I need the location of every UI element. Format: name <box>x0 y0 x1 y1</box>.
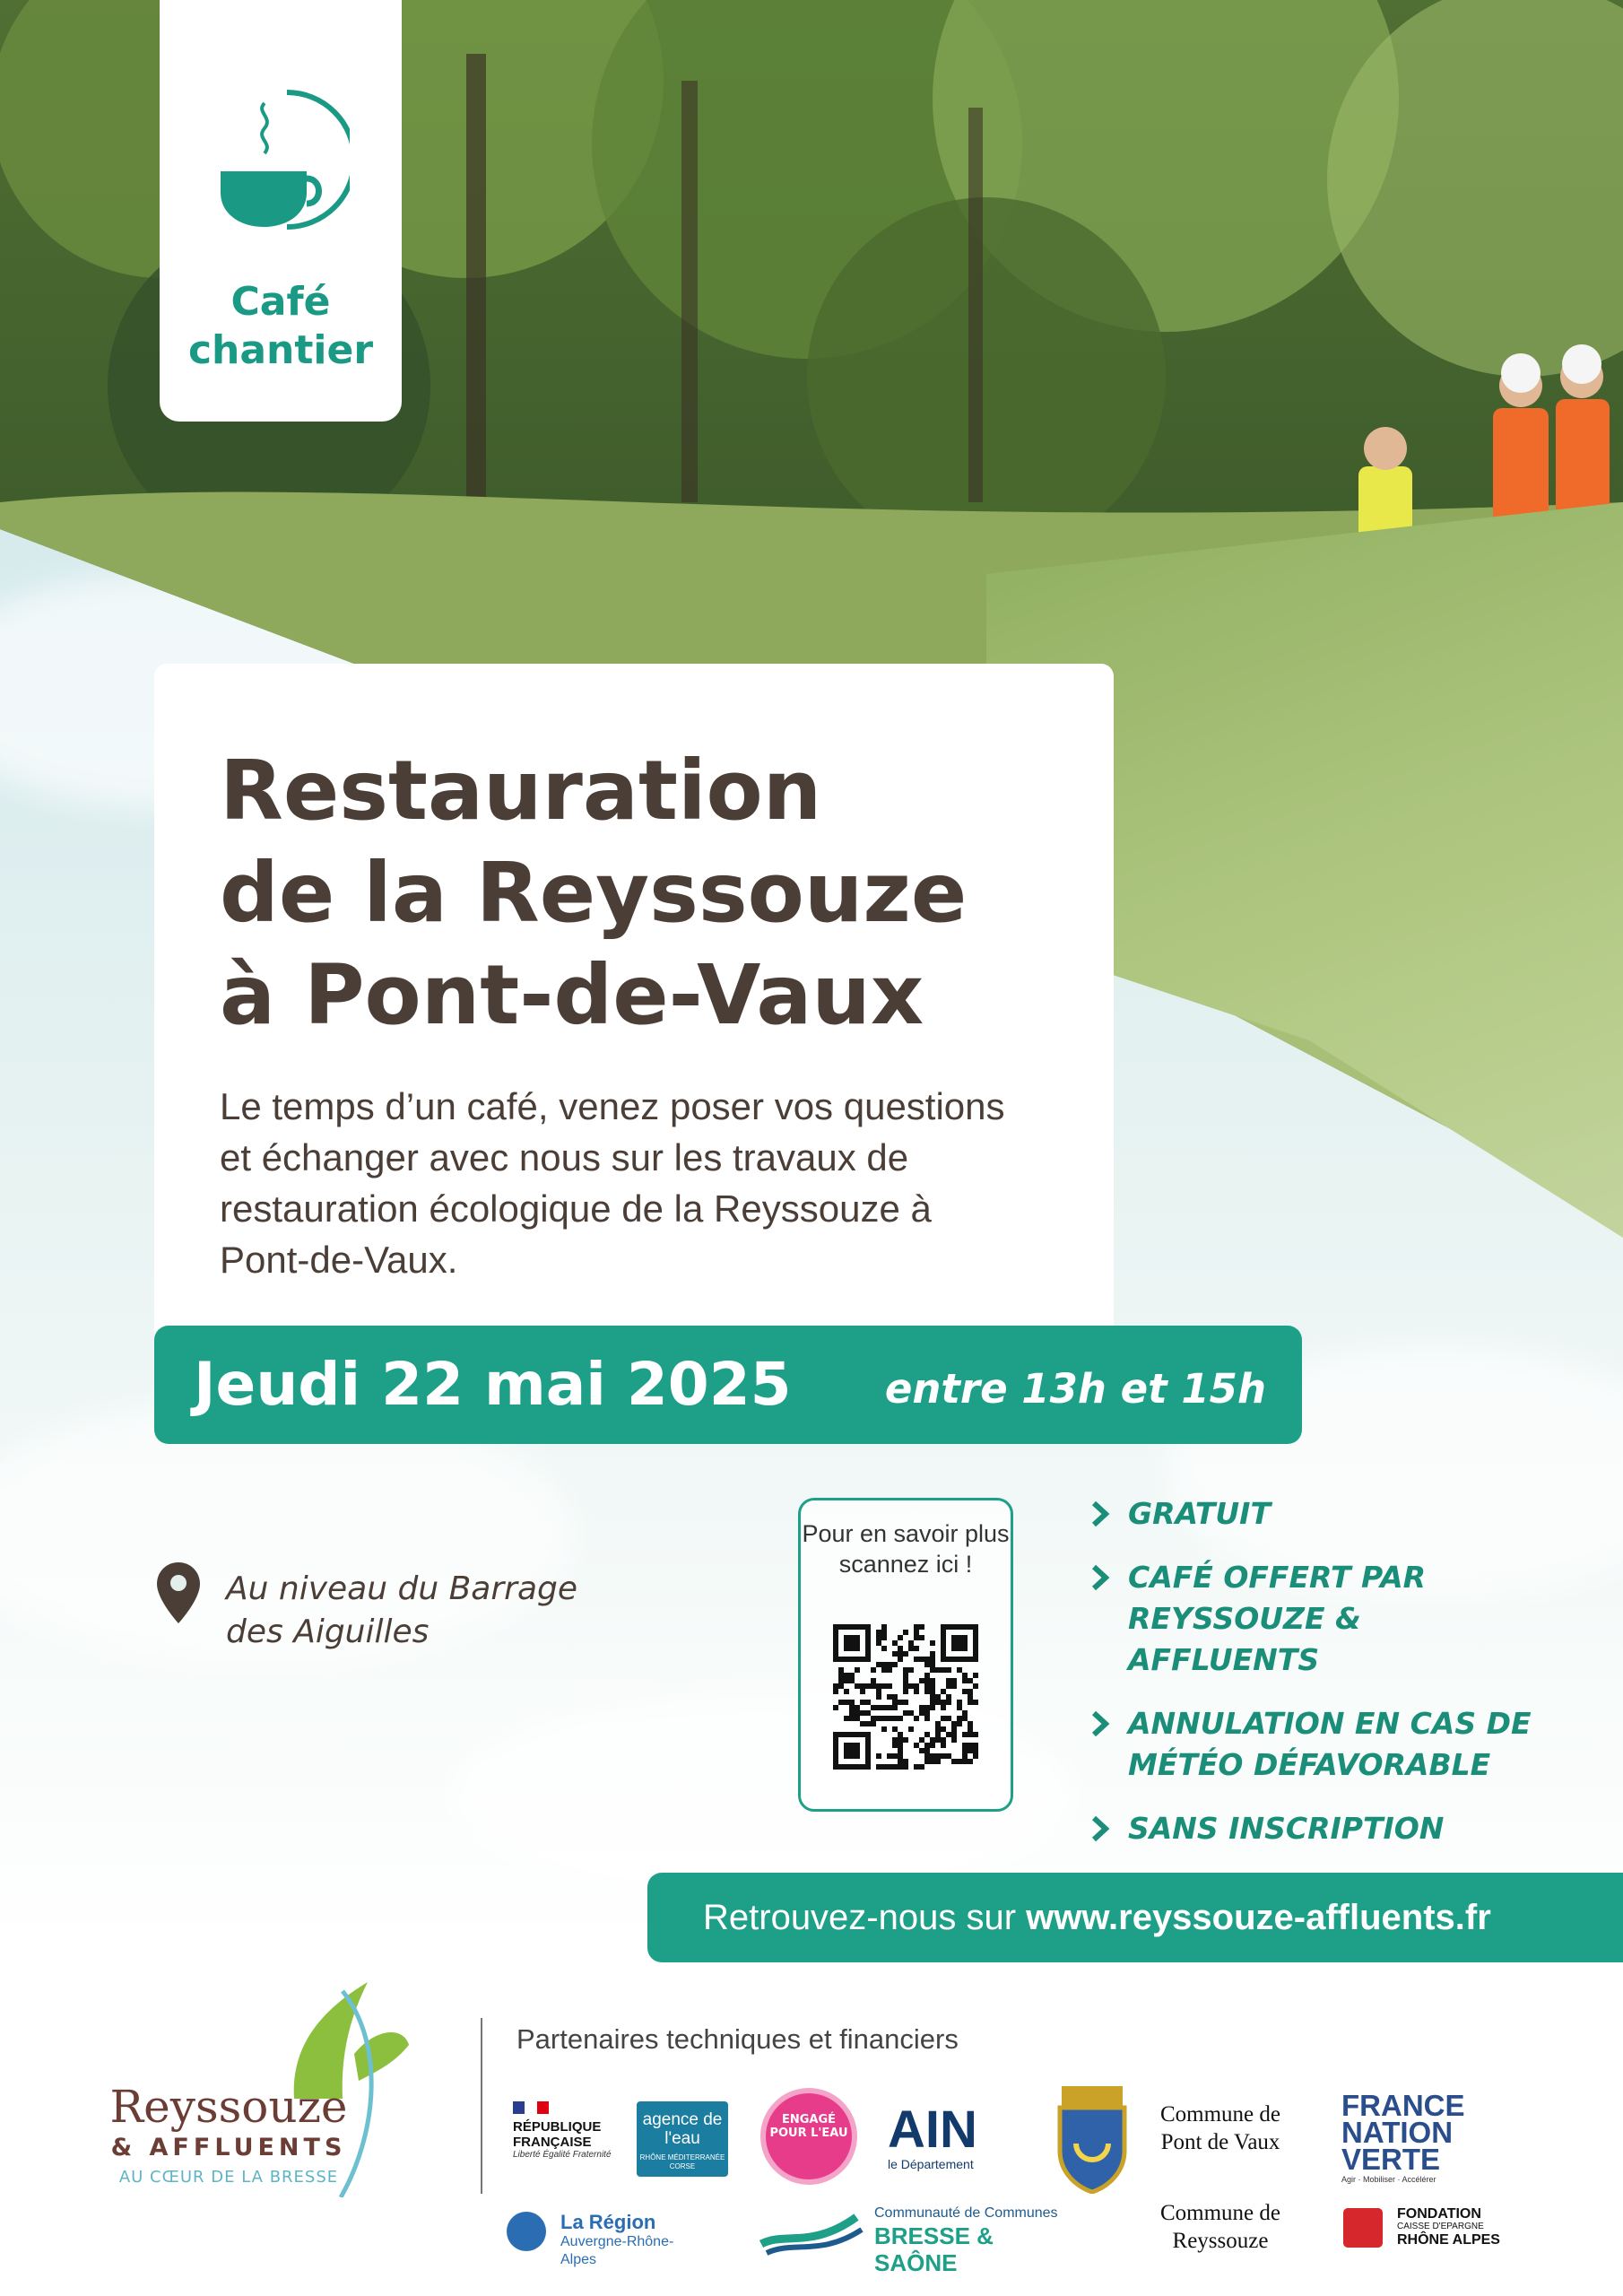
location-line-1: Au niveau du Barrage <box>226 1570 578 1607</box>
list-item <box>1085 1808 1623 1849</box>
event-date: Jeudi 22 mai 2025 <box>194 1350 792 1419</box>
fondation-name: FONDATION <box>1397 2206 1481 2222</box>
logo-name: Reyssouze <box>109 2081 348 2133</box>
bs-name: BRESSE & SAÔNE <box>874 2222 994 2276</box>
list-item <box>1085 1703 1551 1786</box>
fondation-caisse-epargne-logo <box>1343 2205 1523 2249</box>
title-line-3: à Pont-de-Vaux <box>220 947 924 1043</box>
info-list <box>1085 1493 1623 1872</box>
chevron-right-icon <box>1090 1500 1110 1527</box>
mountain-icon <box>507 2212 546 2251</box>
coat-of-arms-icon <box>1049 2081 1135 2194</box>
event-time: entre 13h et 15h <box>884 1365 1266 1413</box>
region-name: La Région <box>560 2211 656 2233</box>
fnv-sub: Agir · Mobiliser · Accélérer <box>1341 2175 1436 2184</box>
badge-title: Café chantier <box>187 279 374 373</box>
ain-departement-logo <box>888 2100 977 2171</box>
main-card <box>154 664 1114 1345</box>
list-item-label: CAFÉ OFFERT PAR REYSSOUZE & AFFLUENTS <box>1128 1560 1427 1677</box>
logo-subname: & AFFLUENTS <box>110 2134 347 2161</box>
squirrel-icon <box>1343 2208 1383 2248</box>
list-item <box>1085 1493 1623 1535</box>
map-pin-icon <box>155 1561 202 1625</box>
website-banner <box>647 1873 1623 1962</box>
france-nation-verte-logo <box>1341 2089 1494 2186</box>
ain-sub: le Département <box>888 2157 974 2171</box>
region-sub: Auvergne-Rhône-Alpes <box>560 2234 674 2267</box>
reyssouze-affluents-logo <box>108 1973 448 2206</box>
rf-name: RÉPUBLIQUE FRANÇAISE <box>513 2119 602 2150</box>
list-item-label: GRATUIT <box>1128 1496 1271 1531</box>
location-text <box>226 1568 603 1654</box>
bs-top: Communauté de Communes <box>874 2205 1058 2221</box>
rf-motto: Liberté Égalité Fraternité <box>513 2150 612 2160</box>
list-item-label: SANS INSCRIPTION <box>1128 1811 1445 1846</box>
title-line-1: Restauration <box>220 743 822 839</box>
ain-name: AIN <box>888 2100 977 2159</box>
website-prefix: Retrouvez-nous sur <box>703 1898 1027 1937</box>
agence-eau-logo <box>637 2101 728 2177</box>
location-line-2: des Aiguilles <box>226 1613 430 1650</box>
region-aura-logo <box>507 2210 704 2267</box>
qr-caption: Pour en savoir plus scannez ici ! <box>802 1520 1010 1578</box>
event-date-banner <box>154 1326 1302 1444</box>
river-swirl-icon <box>758 2205 865 2257</box>
cafe-chantier-badge <box>160 0 402 422</box>
engage-pour-eau-logo <box>760 2088 857 2185</box>
coffee-cup-icon <box>215 85 350 238</box>
chevron-right-icon <box>1090 1564 1110 1591</box>
qr-box <box>798 1498 1013 1812</box>
agence-sub: RHÔNE MÉDITERRANÉE CORSE <box>639 2153 725 2170</box>
bresse-saone-logo <box>758 2205 1081 2276</box>
footer-divider <box>481 2018 482 2194</box>
chevron-right-icon <box>1090 1815 1110 1842</box>
list-item-label: ANNULATION EN CAS DE MÉTÉO DÉFAVORABLE <box>1128 1706 1532 1782</box>
website-link[interactable]: www.reyssouze-affluents.fr <box>1026 1898 1491 1937</box>
agence-name: agence de l'eau <box>642 2110 723 2148</box>
partners-title: Partenaires techniques et financiers <box>516 2023 959 2055</box>
list-item <box>1085 1557 1551 1681</box>
lead-paragraph: Le temps d’un café, venez poser vos questions et échanger avec nous sur les travaux de restauration écologique de la Reyssouze à Pont-de-Vaux. <box>220 1085 1005 1281</box>
fondation-sub: CAISSE D'EPARGNE <box>1397 2222 1484 2231</box>
commune-pont-de-vaux: Commune de Pont de Vaux <box>1159 2102 1280 2154</box>
page-title <box>220 740 1081 1047</box>
logo-tagline: AU CŒUR DE LA BRESSE <box>118 2168 339 2187</box>
title-line-2: de la Reyssouze <box>220 845 968 941</box>
engage-text: ENGAGÉ POUR L'EAU <box>769 2113 848 2140</box>
republique-francaise-logo <box>513 2101 621 2161</box>
fnv-name: FRANCE NATION VERTE <box>1341 2089 1465 2176</box>
fondation-region: RHÔNE ALPES <box>1397 2232 1500 2248</box>
commune-reyssouze: Commune de Reyssouze <box>1159 2201 1280 2253</box>
chevron-right-icon <box>1090 1710 1110 1737</box>
qr-code[interactable] <box>833 1624 978 1779</box>
